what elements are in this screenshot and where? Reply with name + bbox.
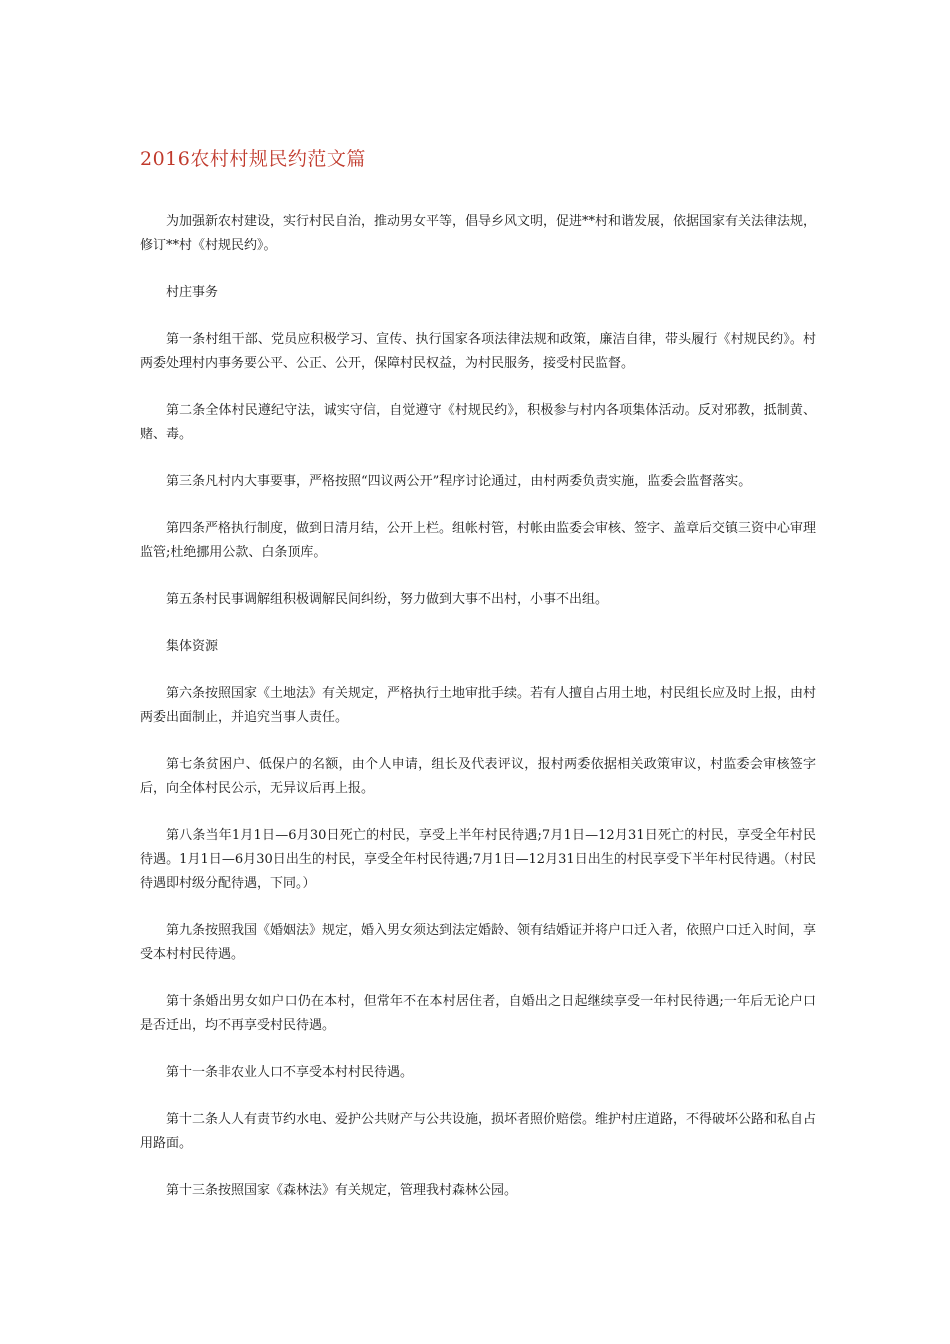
intro-paragraph: 为加强新农村建设，实行村民自治，推动男女平等，倡导乡风文明，促进**村和谐发展，依据国家有关法律法规，修订**村《村规民约》。 [140,214,817,253]
section-heading-collective-resources: 集体资源 [166,639,219,654]
article-10: 第十条婚出男女如户口仍在本村，但常年不在本村居住者，自婚出之日起继续享受一年村民待遇;一年后无论户口是否迁出，均不再享受村民待遇。 [140,994,816,1033]
article-13: 第十三条按照国家《森林法》有关规定，管理我村森林公园。 [166,1183,518,1198]
article-11: 第十一条非农业人口不享受本村村民待遇。 [166,1065,414,1080]
article-7: 第七条贫困户、低保户的名额，由个人申请，组长及代表评议，报村两委依据相关政策审议，村监委会审核签字后，向全体村民公示，无异议后再上报。 [140,757,816,796]
article-3: 第三条凡村内大事要事，严格按照“四议两公开”程序讨论通过，由村两委负责实施，监委会监督落实。 [166,474,752,489]
document-title: 2016农村村规民约范文篇 [140,148,366,170]
article-4: 第四条严格执行制度，做到日清月结，公开上栏。组帐村管，村帐由监委会审核、签字、盖章后交镇三资中心审理监管;杜绝挪用公款、白条顶库。 [140,521,817,560]
article-5: 第五条村民事调解组积极调解民间纠纷，努力做到大事不出村，小事不出组。 [166,592,609,607]
article-9: 第九条按照我国《婚姻法》规定，婚入男女须达到法定婚龄、领有结婚证并将户口迁入者，依照户口迁入时间，享受本村村民待遇。 [140,923,817,962]
article-6: 第六条按照国家《土地法》有关规定，严格执行土地审批手续。若有人擅自占用土地，村民组长应及时上报，由村两委出面制止，并追究当事人责任。 [140,686,817,725]
section-heading-village-affairs: 村庄事务 [166,285,219,300]
article-8: 第八条当年1月1日—6月30日死亡的村民，享受上半年村民待遇;7月1日—12月31日死亡的村民，享受全年村民待遇。1月1日—6月30日出生的村民，享受全年村民待遇;7月1日—12月31日出生的村民享受下半年村民待遇。（村民待遇即村级分配待遇，下同。） [140,828,816,891]
article-12: 第十二条人人有责节约水电、爱护公共财产与公共设施，损坏者照价赔偿。维护村庄道路，不得破坏公路和私自占用路面。 [140,1112,817,1151]
article-1: 第一条村组干部、党员应积极学习、宣传、执行国家各项法律法规和政策，廉洁自律，带头履行《村规民约》。村两委处理村内事务要公平、公正、公开，保障村民权益，为村民服务，接受村民监督。 [140,332,816,371]
document-body [140,210,816,1226]
article-2: 第二条全体村民遵纪守法，诚实守信，自觉遵守《村规民约》，积极参与村内各项集体活动。反对邪教，抵制黄、赌、毒。 [140,403,816,442]
